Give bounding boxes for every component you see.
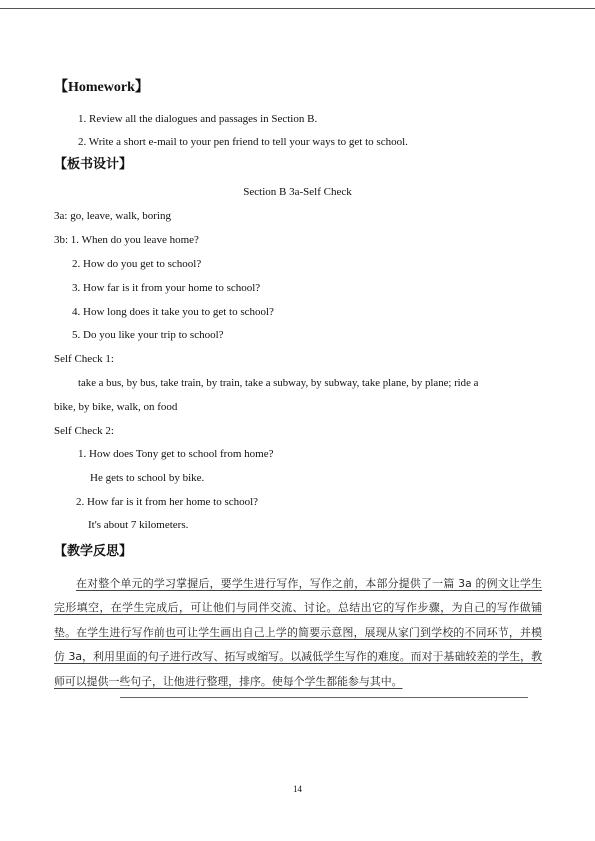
board-line-3a: 3a: go, leave, walk, boring	[54, 210, 171, 222]
reflection-paragraph	[54, 572, 542, 694]
page-number: 14	[293, 784, 302, 794]
self-check-2-answer-1: He gets to school by bike.	[90, 472, 205, 484]
reflection-text: 在对整个单元的学习掌握后，要学生进行写作，写作之前，本部分提供了一篇 3a 的例文让学生完形填空，在学生完成后，可让他们与同伴交流、讨论。总结出它的写作步骤，为自己的写作做铺垫。在学生进行写作前也可让学生画出自己上学的简要示意图，展现从家门到学校的不同环节，并模仿 3a，利用里面的句子进行改写、拓写或缩写。以减低学生写作的难度。而对于基础较差的学生，教师可以提供一些句子，让他进行整理，排序。使每个学生都能参与其中。	[54, 577, 542, 688]
self-check-2-question-1: 1. How does Tony get to school from home?	[78, 448, 274, 460]
board-line-3b-1: 3b: 1. When do you leave home?	[54, 234, 199, 246]
homework-heading: 【Homework】	[54, 80, 149, 95]
self-check-1-label: Self Check 1:	[54, 353, 114, 365]
board-line-3b-3: 3. How far is it from your home to school?	[72, 282, 261, 294]
self-check-1-line-b: bike, by bike, walk, on food	[54, 401, 178, 413]
board-line-3b-5: 5. Do you like your trip to school?	[72, 329, 224, 341]
self-check-2-question-2: 2. How far is it from her home to school?	[76, 496, 259, 508]
reflection-heading: 【教学反思】	[54, 544, 133, 559]
board-design-title: Section B 3a-Self Check	[243, 186, 352, 198]
board-design-heading: 【板书设计】	[54, 157, 133, 172]
board-line-3b-2: 2. How do you get to school?	[72, 258, 202, 270]
self-check-1-line-a: take a bus, by bus, take train, by train, take a subway, by subway, take plane, by plane; ride a	[78, 377, 479, 389]
homework-item-2: 2. Write a short e-mail to your pen friend to tell your ways to get to school.	[78, 136, 408, 148]
top-border-rule	[0, 8, 595, 9]
reflection-end-rule	[120, 697, 528, 698]
homework-item-1: 1. Review all the dialogues and passages in Section B.	[78, 113, 318, 125]
self-check-2-label: Self Check 2:	[54, 425, 114, 437]
board-line-3b-4: 4. How long does it take you to get to school?	[72, 306, 274, 318]
self-check-2-answer-2: It's about 7 kilometers.	[88, 519, 189, 531]
